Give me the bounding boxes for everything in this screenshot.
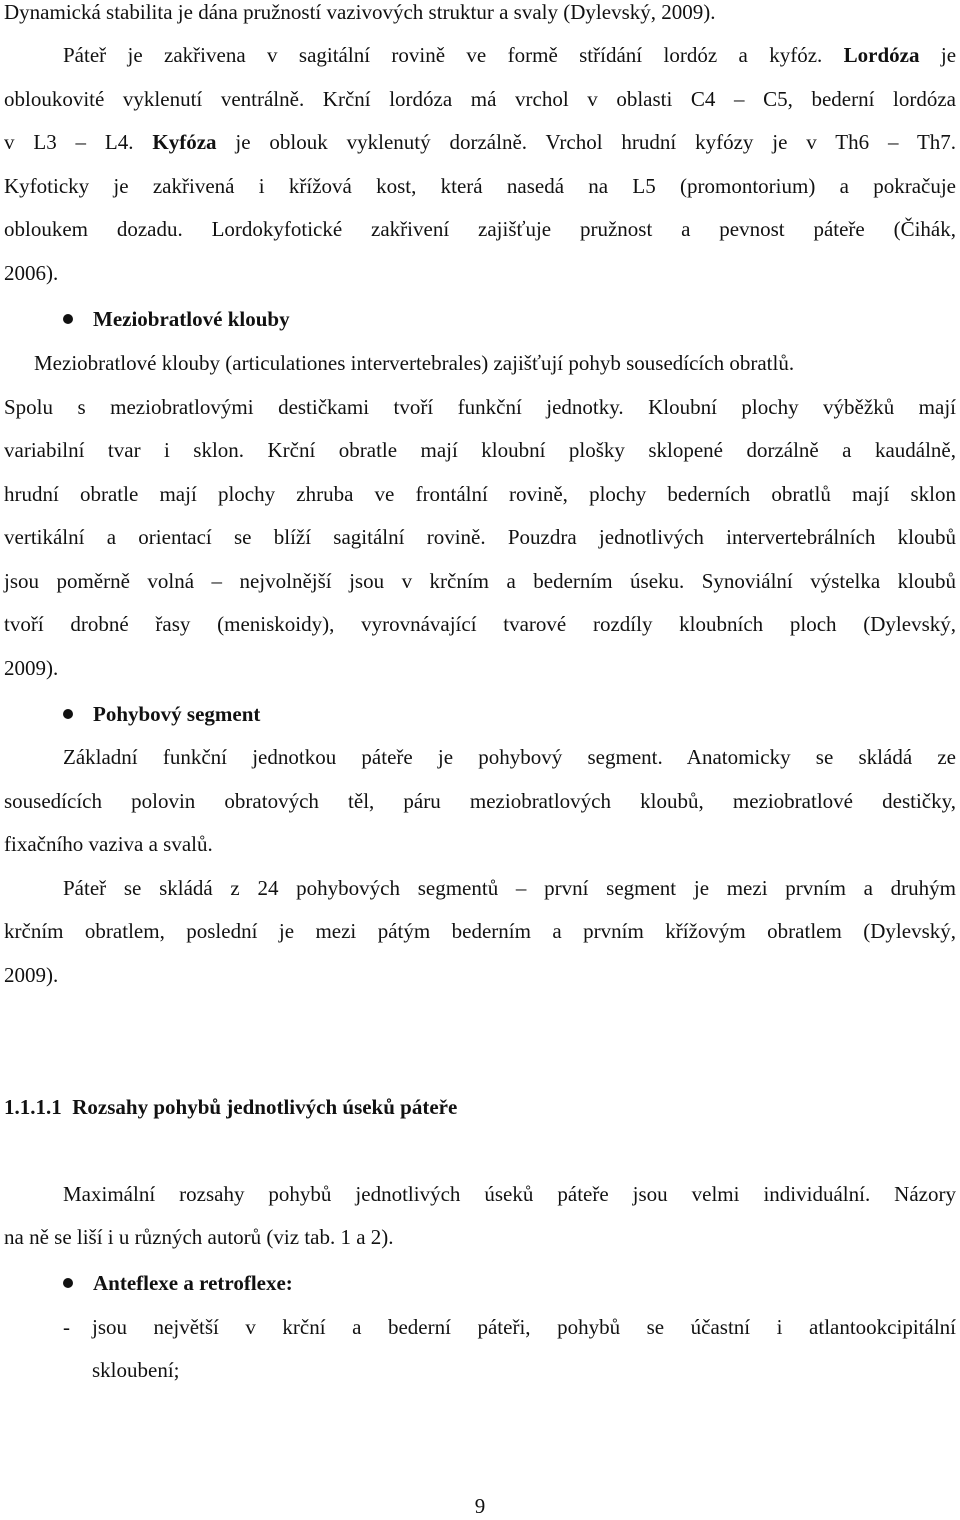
paragraph-line [4, 436, 956, 464]
paragraph-line [4, 259, 956, 287]
paragraph-line [63, 874, 956, 902]
text-span: Spolu s meziobratlovými destičkami tvoří funkční jednotky. Kloubní plochy výběžků mají [4, 395, 956, 419]
text-span: fixačního vaziva a svalů. [4, 832, 213, 856]
text-span: 2006). [4, 261, 59, 285]
bullet-icon [63, 709, 73, 719]
paragraph-line [4, 128, 956, 156]
paragraph-line [4, 610, 956, 638]
text-span: variabilní tvar i sklon. Krční obratle mají kloubní plošky sklopené dorzálně a kaudálně, [4, 438, 956, 462]
paragraph-line [4, 215, 956, 243]
paragraph-line [63, 1180, 956, 1208]
text-span: vertikální a orientací se blíží sagitální rovině. Pouzdra jednotlivých intervertebrálních kloubů [4, 525, 956, 549]
paragraph-line [4, 480, 956, 508]
paragraph-line [4, 393, 956, 421]
text-span: na ně se liší i u různých autorů (viz tab. 1 a 2). [4, 1225, 394, 1249]
bullet-icon [63, 1278, 73, 1288]
text-span: obloukovité vyklenutí ventrálně. Krční lordóza má vrchol v oblasti C4 – C5, bederní lordóza [4, 87, 956, 111]
text-span: skloubení; [92, 1358, 180, 1382]
paragraph-line [4, 1223, 956, 1251]
paragraph-line [4, 830, 956, 858]
paragraph-line [4, 0, 956, 26]
paragraph-line [34, 349, 956, 377]
paragraph-line [92, 1313, 956, 1341]
text-span: je [940, 43, 957, 67]
page-number: 9 [474, 1494, 486, 1518]
section-heading: Anteflexe a retroflexe: [93, 1271, 293, 1295]
text-span: Základní funkční jednotkou páteře je pohybový segment. Anatomicky se skládá ze [63, 745, 956, 769]
paragraph-line [4, 654, 956, 682]
text-span: sousedících polovin obratových těl, páru meziobratlových kloubů, meziobratlové destičky, [4, 789, 956, 813]
term-kyfoza: Kyfóza [152, 130, 217, 154]
text-span: je oblouk vyklenutý dorzálně. Vrchol hrudní kyfózy je v Th6 – Th7. [235, 130, 957, 154]
paragraph-line [4, 567, 956, 595]
text-span: Maximální rozsahy pohybů jednotlivých úseků páteře jsou velmi individuální. Názory [63, 1182, 956, 1206]
text-span: v L3 – L4. [4, 130, 134, 154]
text-span: 2009). [4, 656, 59, 680]
section-heading: Pohybový segment [93, 702, 261, 726]
bullet-icon [63, 314, 73, 324]
paragraph-line [4, 787, 956, 815]
paragraph-line [92, 1356, 956, 1384]
paragraph-line [4, 172, 956, 200]
paragraph-line [63, 743, 956, 771]
text-span: hrudní obratle mají plochy zhruba ve frontální rovině, plochy bederních obratlů mají sklon [4, 482, 956, 506]
paragraph-line [4, 917, 956, 945]
paragraph-line [4, 85, 956, 113]
text-span: obloukem dozadu. Lordokyfotické zakřivení zajišťuje pružnost a pevnost páteře (Čihák, [4, 217, 956, 241]
text-span: jsou největší v krční a bederní páteři, pohybů se účastní i atlantookcipitální [92, 1315, 956, 1339]
paragraph-line [4, 961, 956, 989]
subsection-heading: 1.1.1.1 Rozsahy pohybů jednotlivých úseků páteře [4, 1095, 458, 1119]
paragraph-line [4, 523, 956, 551]
text-span: Dynamická stabilita je dána pružností vazivových struktur a svaly (Dylevský, 2009). [4, 0, 716, 24]
text-span: krčním obratlem, poslední je mezi pátým bederním a prvním křížovým obratlem (Dylevský, [4, 919, 956, 943]
text-span: Páteř se skládá z 24 pohybových segmentů – první segment je mezi prvním a druhým [63, 876, 956, 900]
paragraph-line [63, 41, 956, 69]
text-span: 2009). [4, 963, 59, 987]
text-span: Kyfoticky je zakřivená i křížová kost, která nasedá na L5 (promontorium) a pokračuje [4, 174, 956, 198]
text-span: Páteř je zakřivena v sagitální rovině ve formě střídání lordóz a kyfóz. [63, 43, 823, 67]
text-span: Meziobratlové klouby (articulationes intervertebrales) zajišťují pohyb sousedících obratlů. [34, 351, 795, 375]
section-heading: Meziobratlové klouby [93, 307, 290, 331]
list-dash: - [63, 1315, 70, 1339]
term-lordoza: Lordóza [843, 43, 920, 67]
text-span: tvoří drobné řasy (meniskoidy), vyrovnávající tvarové rozdíly kloubních ploch (Dylevský, [4, 612, 956, 636]
text-span: jsou poměrně volná – nejvolnější jsou v krčním a bederním úseku. Synoviální výstelka kloubů [4, 569, 956, 593]
